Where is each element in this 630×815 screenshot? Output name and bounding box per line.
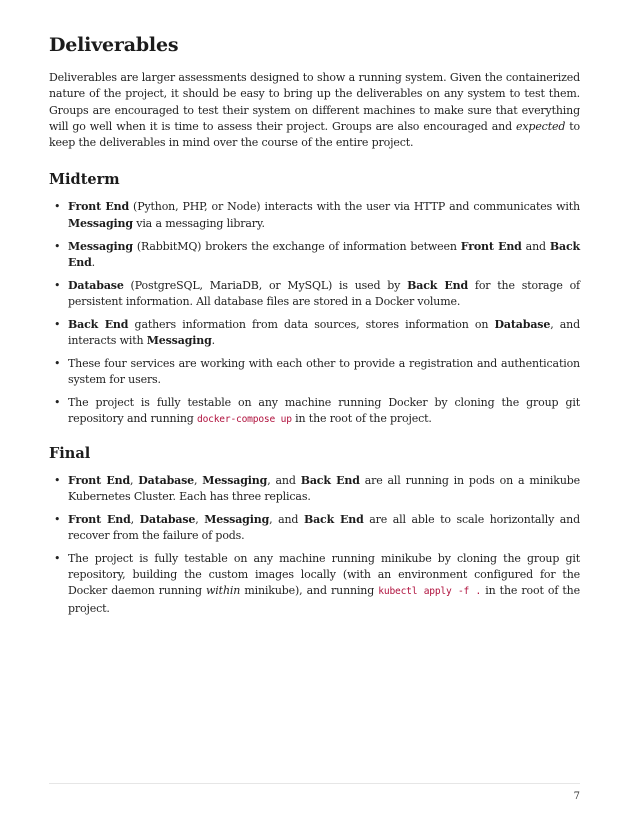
text: (PostgreSQL, MariaDB, or MySQL) is used by — [123, 278, 408, 292]
bold-term: Messaging — [68, 216, 133, 230]
text: , and — [269, 512, 304, 526]
inline-code: kubectl apply -f . — [378, 586, 482, 598]
text: These four services are working with each other to provide a registration and authentication system for users. — [68, 356, 580, 387]
emphasis: within — [206, 584, 241, 598]
final-heading: Final — [49, 444, 91, 462]
bullet-icon: • — [54, 356, 61, 370]
intro-text-1: Deliverables are larger assessments designed to show a running system. Given the containerized nature of the project, it should be easy to bring up the deliverables on any system to test them. Groups are encouraged to test their system on different machines to make sure that everything will go well when it is time to assess their project. Groups are also encouraged and — [49, 71, 580, 133]
text: gathers information from data sources, stores information on — [128, 317, 495, 331]
text: via a messaging library. — [132, 216, 265, 230]
text: The project is fully testable on any machine running Docker by cloning the group git repository and running — [68, 395, 580, 426]
intro-text-2: to keep the deliverables in mind over the course of the entire project. — [49, 119, 581, 150]
bold-term: Back End — [300, 473, 360, 487]
bold-term: Database — [139, 512, 196, 526]
bold-term: Messaging — [146, 334, 212, 348]
text: are all able to scale horizontally and recover from the failure of pods. — [68, 512, 580, 542]
final-list — [49, 473, 580, 617]
text: for the storage of persistent information. All database files are stored in a Docker volume. — [68, 278, 580, 308]
intro-paragraph — [49, 70, 580, 151]
list-item — [49, 199, 580, 232]
bold-term: Front End — [68, 473, 130, 487]
text: , and interacts with — [68, 317, 580, 348]
bullet-icon: • — [54, 200, 61, 214]
list-item — [49, 551, 580, 617]
midterm-heading: Midterm — [49, 171, 120, 189]
bold-term: Front End — [68, 512, 131, 526]
bold-term: Database — [138, 473, 194, 487]
text: , and — [267, 473, 301, 487]
text: , — [129, 473, 139, 487]
page-number: 7 — [573, 791, 580, 802]
text: , — [195, 512, 205, 526]
list-item — [49, 317, 580, 350]
bold-term: Database — [68, 278, 124, 292]
text: minikube), and running — [240, 584, 379, 598]
footer-divider — [49, 783, 580, 784]
text: (RabbitMQ) brokers the exchange of information between — [132, 239, 461, 253]
intro-emphasis: expected — [516, 119, 566, 133]
text: and — [521, 239, 550, 253]
list-item — [49, 473, 580, 506]
bullet-icon: • — [54, 395, 61, 409]
bold-term: Messaging — [202, 473, 268, 487]
bold-term: Front End — [68, 200, 130, 214]
text: in the root of the project. — [68, 584, 580, 615]
text: The project is fully testable on any machine running minikube by cloning the group git repository, building the custom images locally (with an environment configured for the Docker daemon running — [68, 551, 580, 598]
list-item — [49, 278, 580, 311]
bullet-icon: • — [54, 239, 61, 253]
list-item — [49, 239, 580, 272]
bold-term: Back End — [303, 512, 364, 526]
text: , — [193, 473, 203, 487]
bold-term: Database — [494, 317, 551, 331]
bullet-icon: • — [54, 551, 61, 565]
bullet-icon: • — [54, 473, 61, 487]
bullet-icon: • — [54, 317, 61, 331]
inline-code: docker-compose up — [197, 414, 292, 426]
bold-term: Front End — [460, 239, 522, 253]
bold-term: Back End — [407, 278, 469, 292]
text: in the root of the project. — [291, 412, 432, 426]
list-item — [49, 356, 580, 389]
text: , — [130, 512, 140, 526]
text: . — [211, 334, 216, 348]
text: (Python, PHP, or Node) interacts with the user via HTTP and communicates with — [129, 200, 580, 214]
bold-term: Messaging — [68, 239, 133, 253]
list-item — [49, 395, 580, 429]
text: . — [91, 255, 95, 269]
page-content — [49, 34, 580, 633]
text: are all running in pods on a minikube Kubernetes Cluster. Each has three replicas. — [68, 473, 581, 503]
bold-term: Back End — [68, 239, 581, 269]
bold-term: Back End — [68, 317, 129, 331]
list-item — [49, 512, 580, 545]
bold-term: Messaging — [204, 512, 270, 526]
midterm-list — [49, 199, 580, 428]
page-title: Deliverables — [49, 34, 179, 56]
bullet-icon: • — [54, 512, 61, 526]
bullet-icon: • — [54, 278, 61, 292]
